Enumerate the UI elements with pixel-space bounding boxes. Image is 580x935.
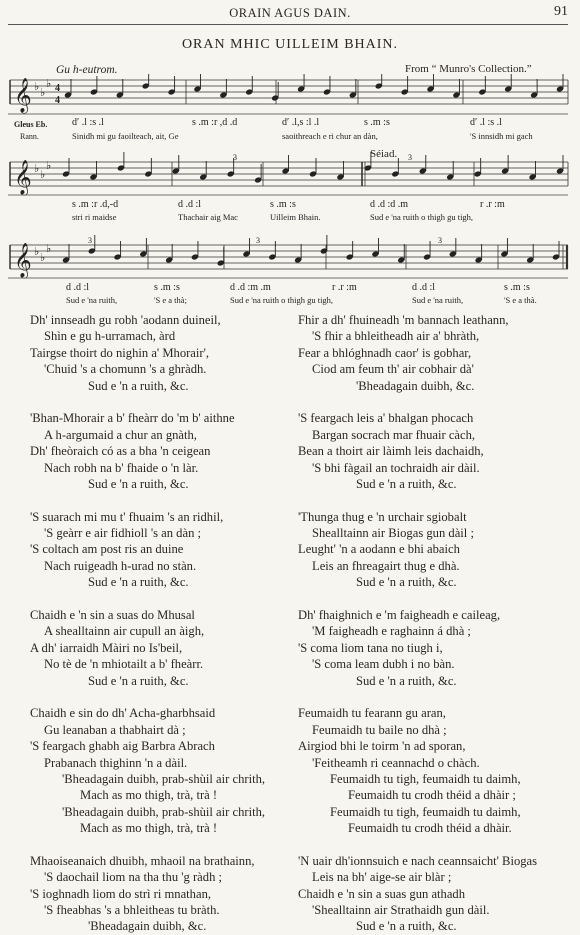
verse-line: 'S coma liom tana no tiugh i, bbox=[298, 640, 443, 655]
verse-line: A dh' iarraidh Màiri no Is'beil, bbox=[30, 640, 183, 655]
verse-line: 'S suarach mi mu t' fhuaim 's an ridhil, bbox=[30, 509, 224, 524]
lyric-cell: stri ri maidse bbox=[72, 212, 117, 222]
svg-text:3: 3 bbox=[88, 236, 92, 245]
music-system-2 bbox=[8, 152, 570, 224]
stanza-gap bbox=[298, 394, 578, 410]
verse-line: Fhir a dh' fhuineadh 'm bannach leathann, bbox=[298, 313, 509, 327]
part-label: Rann. bbox=[20, 132, 39, 141]
lyric-cell: 'S innsidh mi gach bbox=[470, 131, 533, 141]
verse-line: Dh' innseadh gu robh 'aodann duineil, bbox=[30, 313, 221, 327]
svg-text:4: 4 bbox=[55, 95, 60, 106]
solfa-cell: s .m :r ,d .d bbox=[192, 117, 238, 128]
verse-line: Mach as mo thigh, trà, trà ! bbox=[80, 788, 218, 803]
verse-line: 'Chuid 's a chomunn 's a ghràdh. bbox=[44, 362, 207, 377]
stanza-gap bbox=[298, 492, 578, 508]
verse-line: Mhaoiseanaich dhuibh, mhaoil na brathainn, bbox=[30, 853, 255, 868]
header-rule bbox=[8, 24, 568, 25]
verse-line: 'S bhi fàgail an tochraidh air dàil. bbox=[312, 460, 480, 475]
song-title: ORAN MHIC UILLEIM BHAIN. bbox=[181, 37, 399, 52]
svg-text:♭: ♭ bbox=[46, 78, 52, 90]
verse-line: Shìn e gu h-urramach, àrd bbox=[44, 329, 176, 344]
verse-line: Sud e 'n a ruith, &c. bbox=[88, 378, 189, 393]
svg-text:4: 4 bbox=[55, 83, 60, 94]
verse-line: 'M faigheadh e raghainn á dhà ; bbox=[312, 624, 471, 639]
verse-line: Sud e 'n a ruith, &c. bbox=[356, 575, 457, 590]
svg-text:♭: ♭ bbox=[40, 87, 46, 99]
verse-line: Bean a thoirt air làimh leis dachaidh, bbox=[298, 444, 484, 459]
verse-line: Leis na bh' aige-se air blàr ; bbox=[312, 870, 452, 885]
section-mark: Séiad. bbox=[370, 148, 398, 160]
solfa-cell: dʹ .l :s .l bbox=[72, 117, 104, 128]
verse-line: Nach ruigeadh h-urad no stàn. bbox=[44, 558, 197, 573]
verse-line: 'Bheadagain duibh, &c. bbox=[356, 378, 475, 393]
svg-text:♭: ♭ bbox=[34, 163, 40, 175]
lyric-cell: 'S e a thà. bbox=[504, 295, 537, 305]
svg-text:3: 3 bbox=[408, 153, 412, 162]
key-label: Gleus Eb. bbox=[14, 120, 48, 129]
solfa-cell: s .m :s bbox=[504, 282, 530, 293]
verse-line: No tè de 'n mhiotailt a b' fheàrr. bbox=[44, 657, 204, 672]
verse-line: 'Bheadagain duibh, prab-shùil air chrith, bbox=[62, 804, 266, 819]
verse-line: 'S coltach am post ris an duine bbox=[30, 542, 184, 557]
stanza-gap bbox=[30, 689, 292, 705]
verse-line: Prabanach thighinn 'n a dàil. bbox=[44, 755, 188, 770]
verse-line: Shealltainn air Biogas gun dàil ; bbox=[312, 526, 474, 541]
solfa-cell: d .d :l bbox=[66, 282, 90, 293]
verse-line: 'S ioghnadh liom do strì ri mnathan, bbox=[30, 886, 212, 901]
verse-line: A shealltainn air cupull an àigh, bbox=[44, 624, 205, 639]
lyric-cell: Sud e 'na ruith, bbox=[412, 295, 464, 305]
verse-line: Sud e 'n a ruith, &c. bbox=[88, 575, 189, 590]
lyric-cell: 'S e a thà; bbox=[154, 295, 187, 305]
verse-line: Nach robh na b' fhaide o 'n làr. bbox=[44, 460, 199, 475]
verse-line: Gu leanaban a thabhairt dà ; bbox=[44, 722, 186, 737]
solfa-cell: d .d :l bbox=[178, 199, 202, 210]
verse-line: 'Bheadagain duibh, &c. bbox=[88, 919, 207, 934]
lyric-cell: Sud e 'na ruith o thigh gu tigh, bbox=[370, 212, 474, 222]
verse-line: Mach as mo thigh, trà, trà ! bbox=[80, 821, 218, 836]
solfa-cell: dʹ .l :s .l bbox=[470, 117, 502, 128]
stanza-gap bbox=[298, 591, 578, 607]
verse-line: Leis an fhreagairt thug e dhà. bbox=[312, 558, 460, 573]
verse-line: Feumaidh tu tigh, feumaidh tu daimh, bbox=[330, 804, 521, 819]
verse-line: Tairgse thoirt do nighin a' Mhorair', bbox=[30, 345, 210, 360]
verse-line: 'S fheabhas 's a bhleitheas tu bràth. bbox=[44, 903, 220, 918]
poem-left-column bbox=[30, 312, 292, 935]
verse-line: Sud e 'n a ruith, &c. bbox=[88, 476, 189, 491]
verse-line: Airgiod bhi le toirm 'n ad sporan, bbox=[298, 739, 466, 754]
svg-text:3: 3 bbox=[256, 236, 260, 245]
verse-line: 'S feargach leis a' bhalgan phocach bbox=[298, 411, 474, 426]
solfa-cell: s .m :s bbox=[364, 117, 390, 128]
verse-line: Sud e 'n a ruith, &c. bbox=[88, 673, 189, 688]
page-number: 91 bbox=[554, 4, 568, 19]
solfa-cell: d .d :l bbox=[412, 282, 436, 293]
verse-line: Fear a bhlóghnadh caor' is gobhar, bbox=[298, 345, 472, 360]
stanza-gap bbox=[30, 492, 292, 508]
svg-text:3: 3 bbox=[438, 236, 442, 245]
solfa-cell: r .r :m bbox=[332, 282, 357, 293]
music-system-1 bbox=[8, 74, 570, 146]
verse-line: Chaidh e sin do dh' Acha-gharbhsaid bbox=[30, 706, 216, 721]
poem-right-column bbox=[298, 312, 578, 935]
verse-line: 'Feitheamh ri ceannachd o chàch. bbox=[312, 755, 480, 770]
verse-line: 'Thunga thug e 'n urchair sgiobalt bbox=[298, 509, 467, 524]
verse-line: Chaidh e 'n sin a suas do Mhusal bbox=[30, 608, 195, 623]
verse-line: 'S geàrr e air fidhioll 's an dàn ; bbox=[44, 526, 202, 541]
verse-line: Ciod am feum th' air cobhair dà' bbox=[312, 362, 474, 377]
svg-text:♭: ♭ bbox=[40, 169, 46, 181]
svg-text:𝄞: 𝄞 bbox=[14, 243, 32, 278]
stanza-gap bbox=[298, 837, 578, 853]
verse-line: Feumaidh tu baile no dhà ; bbox=[312, 722, 447, 737]
verse-line: Feumaidh tu fearann gu aran, bbox=[298, 706, 446, 721]
solfa-cell: s .m :s bbox=[154, 282, 180, 293]
tempo-marking: Gu h-eutrom. bbox=[56, 64, 118, 76]
stanza-gap bbox=[30, 591, 292, 607]
verse-line: Dh' fheòraich có as a bha 'n ceigean bbox=[30, 444, 211, 459]
verse-line: Feumaidh tu crodh théid a dhàir ; bbox=[348, 788, 516, 803]
lyric-cell: Sinidh mi gu faoilteach, ait, Ge bbox=[72, 131, 179, 141]
lyric-cell: Uilleim Bhain. bbox=[270, 212, 321, 222]
verse-line: 'Bhan-Mhorair a b' fheàrr do 'm b' aithne bbox=[30, 411, 235, 426]
verse-line: 'S fhir a bhleitheadh air a' bhràth, bbox=[312, 329, 480, 344]
verse-line: A h-argumaid a chur an gnàth, bbox=[44, 427, 197, 442]
svg-text:3: 3 bbox=[233, 153, 237, 162]
verse-line: Sud e 'n a ruith, &c. bbox=[356, 919, 457, 934]
verse-line: Sud e 'n a ruith, &c. bbox=[356, 673, 457, 688]
verse-line: Feumaidh tu crodh théid a dhàir. bbox=[348, 821, 512, 836]
lyric-cell: saoithreach e ri chur an dàn, bbox=[282, 131, 378, 141]
music-system-3 bbox=[8, 233, 570, 307]
svg-text:𝄞: 𝄞 bbox=[14, 160, 32, 195]
solfa-cell: d .d :m .m bbox=[230, 282, 271, 293]
solfa-cell: s .m :r .d,-d bbox=[72, 199, 119, 210]
solfa-cell: dʹ .l,s :l .l bbox=[282, 117, 320, 128]
lyric-cell: Thachair aig Mac bbox=[178, 212, 238, 222]
solfa-cell: r .r :m bbox=[480, 199, 505, 210]
svg-text:♭: ♭ bbox=[34, 246, 40, 258]
stanza-gap bbox=[298, 689, 578, 705]
verse-line: 'Shealltainn air Strathaidh gun dàil. bbox=[312, 903, 490, 918]
verse-line: Sud e 'n a ruith, &c. bbox=[356, 476, 457, 491]
verse-line: Leught' 'n a aodann e bhi abaich bbox=[298, 542, 460, 557]
verse-line: 'N uair dh'ionnsuich e nach ceannsaicht' Biogas bbox=[298, 853, 538, 868]
solfa-cell: d .d :d .m bbox=[370, 199, 409, 210]
verse-line: 'S daochail liom na tha thu 'g ràdh ; bbox=[44, 870, 223, 885]
svg-text:♭: ♭ bbox=[46, 160, 52, 172]
stanza-gap bbox=[30, 837, 292, 853]
verse-line: 'S coma leam dubh i no bàn. bbox=[312, 657, 455, 672]
verse-line: 'S feargach ghabh aig Barbra Abrach bbox=[30, 739, 215, 754]
svg-text:♭: ♭ bbox=[46, 243, 52, 255]
svg-text:♭: ♭ bbox=[40, 252, 46, 264]
stanza-gap bbox=[30, 394, 292, 410]
solfa-cell: s .m :s bbox=[270, 199, 296, 210]
verse-line: Dh' fhaighnich e 'm faigheadh e caileag, bbox=[298, 608, 501, 623]
source-credit: From “ Munro's Collection.” bbox=[405, 63, 532, 75]
svg-text:𝄞: 𝄞 bbox=[14, 78, 32, 113]
svg-text:♭: ♭ bbox=[34, 81, 40, 93]
running-title: ORAIN AGUS DAIN. bbox=[229, 6, 351, 20]
verse-line: Feumaidh tu tigh, feumaidh tu daimh, bbox=[330, 771, 521, 786]
verse-line: 'Bheadagain duibh, prab-shùil air chrith, bbox=[62, 771, 266, 786]
verse-line: Chaidh e 'n sin a suas gun athadh bbox=[298, 886, 466, 901]
lyric-cell: Sud e 'na ruith o thigh gu tigh, bbox=[230, 295, 334, 305]
verse-line: Bargan socrach mar fhuair càch, bbox=[312, 427, 476, 442]
lyric-cell: Sud e 'na ruith, bbox=[66, 295, 118, 305]
